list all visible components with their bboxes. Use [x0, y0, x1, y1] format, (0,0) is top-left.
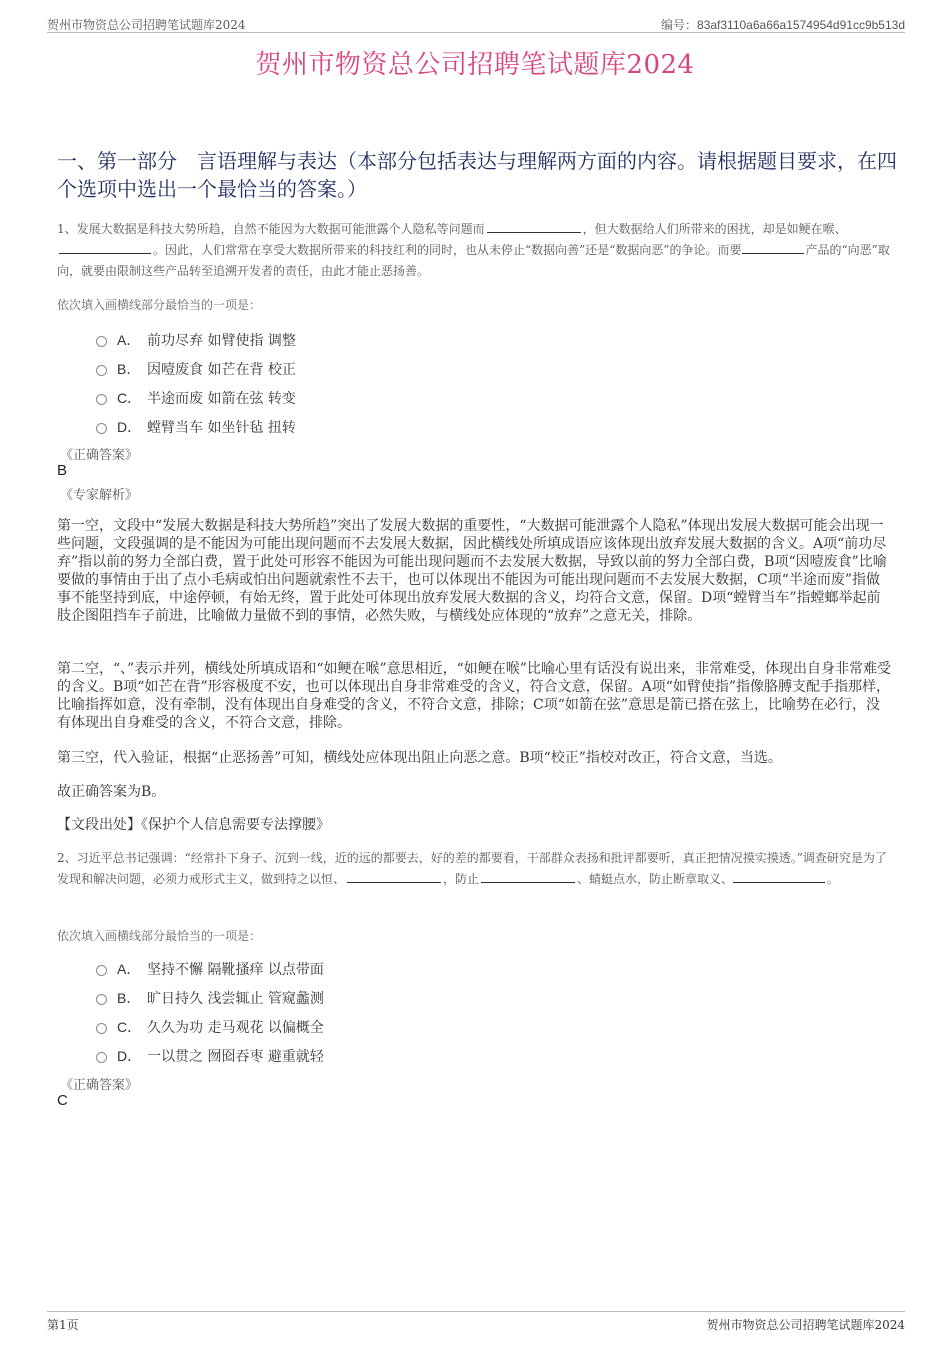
q1-text-part3: 。因此，人们常常在享受大数据所带来的科技红利的同时，也从未停止“数据向善”还是“数据向恶”的争论。而要: [153, 243, 742, 257]
q2-options: [96, 954, 324, 1070]
q2-blank-2: [481, 869, 575, 883]
q1-options: [96, 325, 296, 441]
footer-doc-title: 贺州市物资总公司招聘笔试题库2024: [706, 1318, 905, 1332]
header-doc-code: [661, 16, 905, 33]
q1-analysis-para-2: 第二空，“、”表示并列，横线处所填成语和“如鲠在喉”意思相近，“如鲠在喉”比喻心里有话没有说出来，非常难受，体现出自身非常难受的含义。B项“如芒在背”形容极度不安，也可以体现出自身非常难受的含义，符合文意，保留。A项“如臂使指”指像胳膊支配手指那样，比喻指挥如意，没有牵制，没有体现出自身难受的含义，不符合文意，排除；C项“如箭在弦”意思是箭已搭在弦上，比喻势在必行，没有体现出自身难受的含义，不符合文意，排除。: [57, 661, 891, 731]
q1-option-c[interactable]: [96, 383, 296, 412]
q1-text-part2: ，但大数据给人们所带来的困扰，却是如鲠在喉、: [582, 222, 847, 236]
option-text: 前功尽弃 如臂使指 调整: [147, 332, 296, 349]
page-number: 第1页: [47, 1318, 79, 1332]
option-letter: D．: [117, 1047, 142, 1064]
q2-text-part4: 。: [827, 872, 840, 886]
option-text: 因噎废食 如芒在背 校正: [147, 361, 296, 378]
q2-answer: C: [57, 1092, 68, 1109]
question-2-text: [57, 848, 890, 890]
q1-analysis-para-4: 故正确答案为B。: [57, 784, 166, 800]
option-text: 半途而废 如箭在弦 转变: [147, 390, 296, 407]
q1-blank-2: [59, 240, 151, 254]
header-code-label: 编号：: [661, 18, 698, 32]
q1-analysis-label: 《专家解析》: [60, 488, 139, 503]
q1-blank-3: [742, 240, 804, 254]
q1-analysis-para-1: 第一空，文段中“发展大数据是科技大势所趋”突出了发展大数据的重要性，“大数据可能泄露个人隐私”体现出发展大数据可能会出现一些问题，文段强调的是不能因为可能出现问题而不去发展大数据，因此横线处所填成语应该体现出放弃发展大数据的含义。A项“前功尽弃”指以前的努力全部白费，置于此处可形容不能因为可能出现问题而不去发展大数据，导致以前的努力全部白费，B项“因噎废食”比喻要做的事情由于出了点小毛病或怕出问题就索性不去干，也可以体现出不能因为可能出现问题而不去发展大数据，C项“半途而废”指做事不能坚持到底，中途停顿，有始无终，置于此处可体现出放弃发展大数据的含义，均符合文意，保留。D项“螳臂当车”指螳螂举起前肢企图阻挡车子前进，比喻做力量做不到的事情，必然失败，与横线处应体现的“放弃”之意无关，排除。: [57, 518, 887, 624]
option-letter: C．: [117, 389, 142, 406]
q1-option-a[interactable]: [96, 325, 296, 354]
radio-icon[interactable]: [96, 423, 107, 434]
option-text: 坚持不懈 隔靴搔痒 以点带面: [147, 961, 324, 978]
q1-answer: B: [57, 462, 68, 479]
q2-blank-3: [733, 869, 825, 883]
radio-icon[interactable]: [96, 994, 107, 1005]
section-heading: 一、第一部分 言语理解与表达（本部分包括表达与理解两方面的内容。请根据题目要求，在四个选项中选出一个最恰当的答案。）: [57, 149, 897, 201]
q2-blank-1: [347, 869, 441, 883]
header-doc-title: 贺州市物资总公司招聘笔试题库2024: [47, 18, 246, 32]
q1-option-b[interactable]: [96, 354, 296, 383]
q1-option-d[interactable]: [96, 412, 296, 441]
q1-text-part4: 产品的“向恶”取向，就要由限制这些产品转至追溯开发者的责任，由此才能止恶扬善。: [57, 243, 890, 278]
q1-prompt: 依次填入画横线部分最恰当的一项是：: [57, 298, 262, 312]
option-text: 螳臂当车 如坐针毡 扭转: [147, 419, 296, 436]
radio-icon[interactable]: [96, 1052, 107, 1063]
radio-icon[interactable]: [96, 1023, 107, 1034]
page-footer: [47, 1311, 905, 1332]
radio-icon[interactable]: [96, 394, 107, 405]
option-text: 久久为功 走马观花 以偏概全: [147, 1019, 324, 1036]
page-header: [47, 14, 905, 33]
q2-option-b[interactable]: [96, 983, 324, 1012]
option-letter: A．: [117, 331, 141, 348]
header-code-value: 83af3110a6a66a1574954d91cc9b513d: [697, 18, 905, 32]
q2-option-d[interactable]: [96, 1041, 324, 1070]
q2-text-part3: 、蜻蜓点水，防止断章取义、: [577, 872, 734, 886]
q2-option-a[interactable]: [96, 954, 324, 983]
q1-source: 【文段出处】《保护个人信息需要专法撑腰》: [57, 817, 330, 833]
option-letter: D．: [117, 418, 142, 435]
q1-blank-1: [487, 219, 581, 233]
radio-icon[interactable]: [96, 365, 107, 376]
option-letter: B．: [117, 989, 141, 1006]
page-title: 贺州市物资总公司招聘笔试题库2024: [255, 50, 695, 80]
radio-icon[interactable]: [96, 965, 107, 976]
q1-answer-label: 《正确答案》: [60, 448, 139, 463]
q2-text-part2: ，防止: [443, 872, 480, 886]
q2-option-c[interactable]: [96, 1012, 324, 1041]
radio-icon[interactable]: [96, 336, 107, 347]
option-letter: C．: [117, 1018, 142, 1035]
q1-analysis-para-3: 第三空，代入验证，根据“止恶扬善”可知，横线处应体现出阻止向恶之意。B项“校正”指校对改正，符合文意，当选。: [57, 750, 782, 766]
option-letter: B．: [117, 360, 141, 377]
option-letter: A．: [117, 960, 141, 977]
option-text: 旷日持久 浅尝辄止 管窥蠡测: [147, 990, 324, 1007]
q2-answer-label: 《正确答案》: [60, 1078, 139, 1093]
option-text: 一以贯之 囫囵吞枣 避重就轻: [147, 1048, 324, 1065]
q2-prompt: 依次填入画横线部分最恰当的一项是：: [57, 929, 262, 943]
question-1-text: [57, 219, 890, 282]
q1-text-part1: 1、发展大数据是科技大势所趋，自然不能因为大数据可能泄露个人隐私等问题而: [57, 222, 485, 236]
q2-text-part1: 2、习近平总书记强调：“经常扑下身子、沉到一线，近的远的都要去，好的差的都要看，干部群众表扬和批评都要听，真正把情况摸实摸透。”调查研究是为了发现和解决问题，必须力戒形式主义，做到持之以恒、: [57, 851, 887, 886]
